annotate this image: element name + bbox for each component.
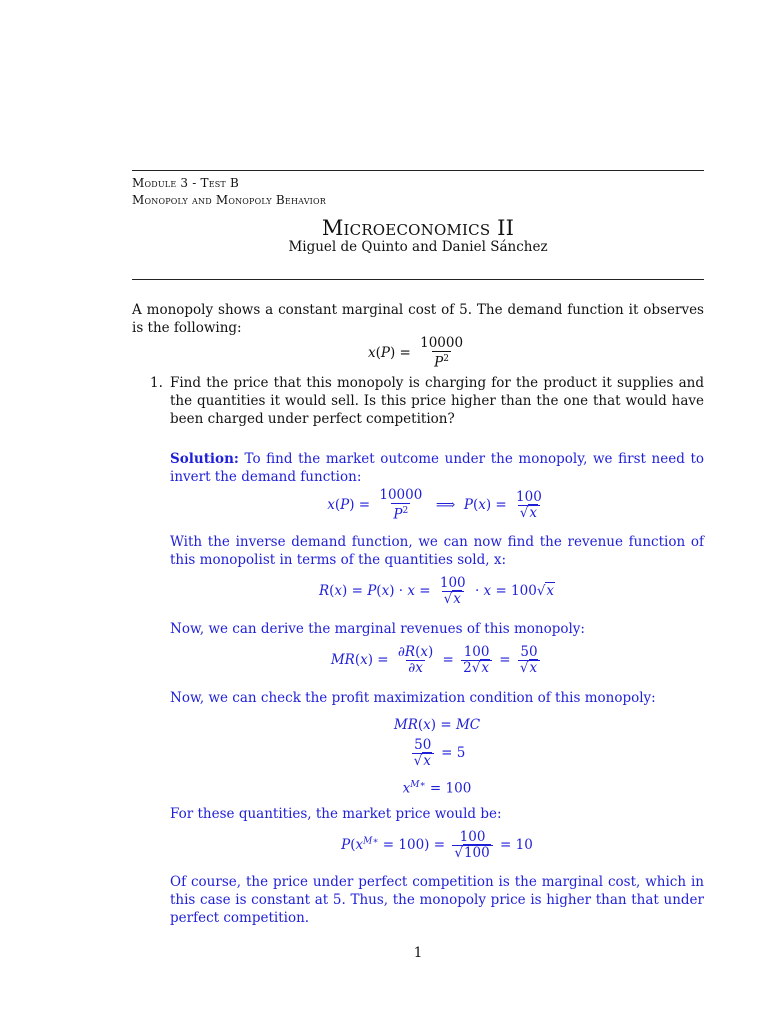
demand-equation: x(P) = $\frac{10000}{P^2}$ [367,335,464,371]
question-number: 1. [150,375,163,391]
mr-equals-mc: MR(x) = MC [393,717,481,733]
intro-paragraph: A monopoly shows a constant marginal cost of 5. The demand function it observes is the following: [132,302,704,336]
solution-label: Solution: [170,451,239,467]
solution-text-3: Now, we can derive the marginal revenues of this monopoly: [170,621,585,637]
inverse-demand-equation: x(P) = $\frac{10000}{P^2}$ ⟹ P(x) = $\frac{100}{√x}$ [327,487,542,523]
solution-intro [170,450,704,486]
solution-text-5: For these quantities, the market price would be: [170,806,502,822]
optimal-quantity: $x^{M∗} = 100$ [402,780,472,797]
document-title: Microeconomics II [321,216,515,240]
fifty-over-sqrt-equals-5: $\frac{50}{√x}$ = 5 [413,737,466,769]
page-number: 1 [413,945,423,961]
solution-text-4: Now, we can check the profit maximization condition of this monopoly: [170,690,656,706]
solution-text-1: To find the market outcome under the monopoly, we first need to invert the demand function: [170,451,704,485]
module-label: Module 3 - Test B [132,176,239,190]
revenue-equation: R(x) = P(x) · x = $\frac{100}{√x}$ · x = 100√x [318,575,555,607]
solution-text-2: With the inverse demand function, we can now find the revenue function of this monopolist in terms of the quantities sold, x: [170,534,704,568]
monopoly-price-equation: $P(x^{M∗} = 100)$ = $\frac{100}{√100}$ = 10 [341,829,533,861]
question-text: Find the price that this monopoly is charging for the product it supplies and the quantities it would sell. Is this price higher than the one that would have been charged under perfect competition? [170,375,704,427]
solution-text-6: Of course, the price under perfect competition is the marginal cost, which in this case is constant at 5. Thus, the monopoly price is higher than that under perfect competition. [170,874,704,926]
top-rule [132,170,704,171]
bottom-rule [132,279,704,280]
module-subtitle: Monopoly and Monopoly Behavior [132,193,327,207]
authors: Miguel de Quinto and Daniel Sánchez [288,239,548,255]
marginal-revenue-equation: MR(x) = $\frac{\partial R(x)}{\partial x}$ = $\frac{100}{2√x}$ = $\frac{50}{√x}$ [170,645,704,676]
